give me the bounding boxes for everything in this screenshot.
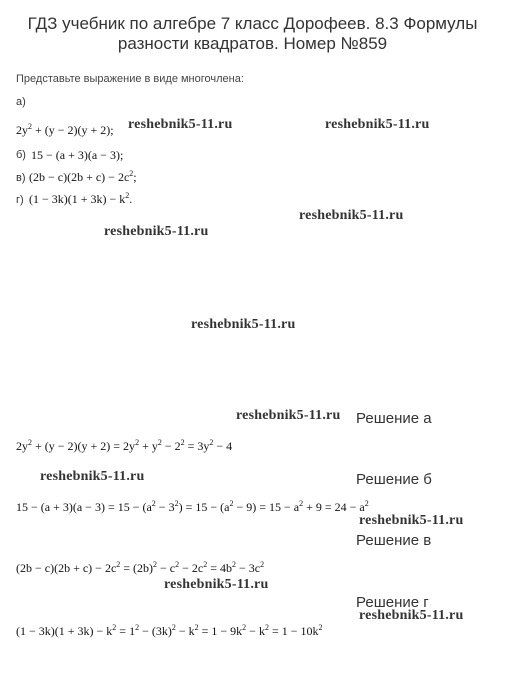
task-d-label: г): [16, 194, 24, 206]
solution-c-heading: Решение в: [356, 532, 432, 549]
solution-c-math: $(2b - c)(2b + c) - 2c^2 = (2b)^2 - c^2 - 2c^2 = 4b^2 - 3c^2$: [16, 560, 265, 575]
task-intro: Представьте выражение в виде многочлена:: [16, 73, 244, 85]
solution-a-math: $2y^2 + (y - 2)(y + 2) = 2y^2 + y^2 - 2^2 = 3y^2 - 4$: [16, 438, 233, 453]
watermark: reshebnik5-11.ru: [191, 317, 296, 332]
watermark: reshebnik5-11.ru: [104, 224, 209, 239]
task-a-label: а): [16, 96, 26, 108]
solution-b-heading: Решение б: [356, 471, 432, 488]
task-b-label: б): [16, 149, 26, 161]
task-c-label: в): [16, 172, 26, 184]
solution-a-heading: Решение а: [356, 410, 432, 427]
solution-b-math: $15 - (a + 3)(a - 3) = 15 - (a^2 - 3^2) = 15 - (a^2 - 9) = 15 - a^2 + 9 = 24 - a^2$: [16, 499, 369, 514]
page-title-line-1: ГДЗ учебник по алгебре 7 класс Дорофеев. 8.3 Формулы: [27, 14, 478, 33]
solution-d-math: $(1 - 3k)(1 + 3k) - k^2 = 1^2 - (3k)^2 - k^2 = 1 - 9k^2 - k^2 = 1 - 10k^2$: [16, 623, 323, 638]
watermark: reshebnik5-11.ru: [299, 208, 404, 223]
watermark: reshebnik5-11.ru: [40, 469, 145, 484]
watermark: reshebnik5-11.ru: [325, 117, 430, 132]
watermark: reshebnik5-11.ru: [128, 117, 233, 132]
watermark: reshebnik5-11.ru: [359, 608, 464, 623]
watermark: reshebnik5-11.ru: [164, 577, 269, 592]
task-d-expression: $(1 - 3k)(1 + 3k) - k^2$.: [29, 191, 133, 206]
page-title: [0, 14, 505, 54]
task-c-expression: $(2b - c)(2b + c) - 2c^2$;: [29, 169, 137, 184]
watermark: reshebnik5-11.ru: [236, 408, 341, 423]
solution-d-heading: Решение г: [356, 594, 429, 611]
page-title-line-2: разности квадратов. Номер №859: [117, 34, 388, 53]
task-a-expression: $2y^2 + (y - 2)(y + 2)$;: [16, 122, 114, 137]
task-b-expression: 15 − (a + 3)(a − 3);: [31, 148, 124, 162]
watermark: reshebnik5-11.ru: [359, 513, 464, 528]
